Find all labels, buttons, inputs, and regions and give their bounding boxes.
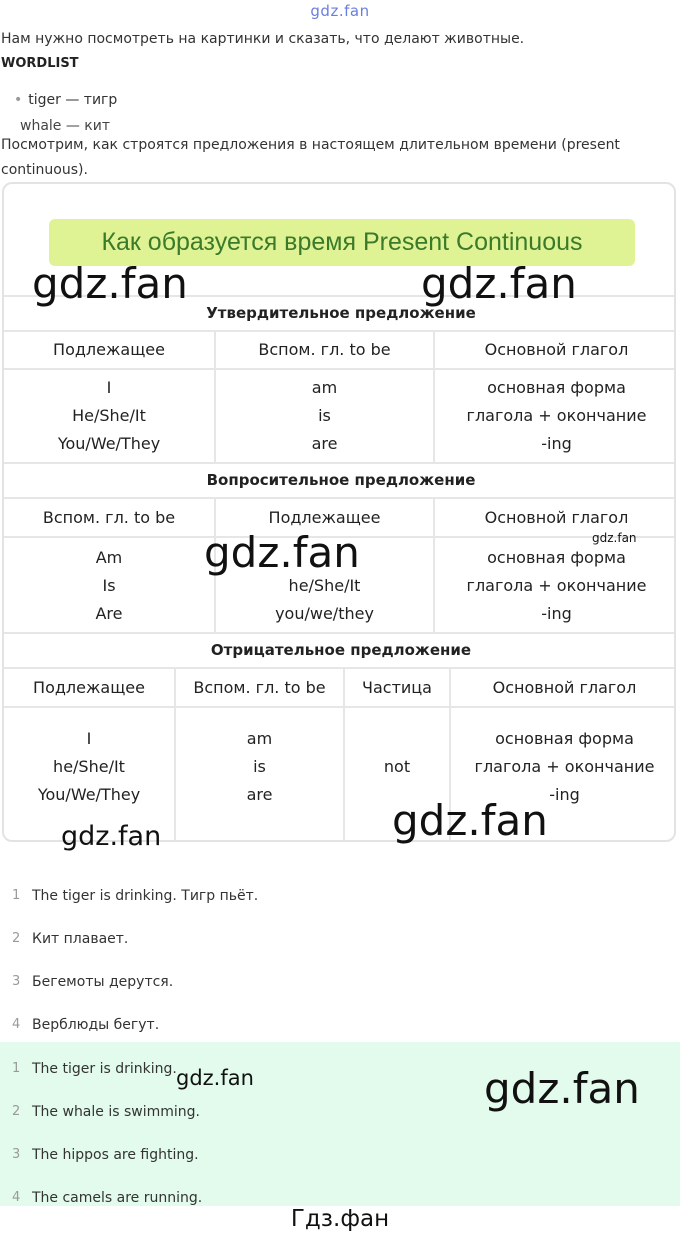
watermark: gdz.fan	[176, 1066, 254, 1090]
section-title-question: Вопросительное предложение	[206, 471, 476, 489]
wordlist	[14, 92, 117, 116]
bullet-icon: •	[14, 92, 23, 108]
table-cell: am is are	[311, 378, 338, 453]
divider	[4, 706, 676, 708]
watermark: gdz.fan	[592, 531, 637, 545]
list-item: 1 The tiger is drinking.	[12, 1061, 177, 1077]
footer-watermark: Гдз.фан	[290, 1206, 390, 1232]
divider	[4, 497, 676, 499]
table-cell: I he/She/It You/We/They	[37, 729, 141, 804]
watermark: gdz.fan	[421, 259, 577, 308]
word-text: tiger — тигр	[28, 92, 118, 108]
watermark: gdz.fan	[484, 1064, 640, 1113]
column-header: Подлежащее	[33, 678, 145, 697]
section-title-negative: Отрицательное предложение	[210, 641, 472, 659]
divider	[4, 632, 676, 634]
section-title-affirmative: Утвердительное предложение	[206, 304, 476, 322]
list-item: 2 Кит плавает.	[12, 931, 129, 947]
table-cell: am is are	[246, 729, 273, 804]
description-text: Посмотрим, как строятся предложения в настоящем длительном времени (present continuous).	[1, 133, 671, 183]
column-header: Основной глагол	[484, 508, 629, 527]
divider	[4, 368, 676, 370]
column-header: Вспом. гл. to be	[193, 678, 326, 697]
list-item: 4 The camels are running.	[12, 1190, 203, 1206]
list-item: 2 The whale is swimming.	[12, 1104, 200, 1120]
table-cell: he/She/It you/we/they	[275, 576, 374, 623]
list-item-clipped	[14, 118, 110, 131]
table-cell: I He/She/It You/We/They	[57, 378, 161, 453]
list-item	[14, 92, 117, 116]
column-header: Подлежащее	[268, 508, 381, 527]
list-item: 3 The hippos are fighting.	[12, 1147, 199, 1163]
watermark: gdz.fan	[204, 528, 360, 577]
column-header: Частица	[362, 678, 432, 697]
divider	[4, 667, 676, 669]
table-cell: Am Is Are	[95, 548, 123, 623]
list-item: 4 Верблюды бегут.	[12, 1017, 160, 1033]
divider	[4, 330, 676, 332]
table-cell: not	[383, 757, 411, 776]
table-cell: основная форма глагола + окончание -ing	[466, 378, 647, 453]
watermark: gdz.fan	[32, 259, 188, 308]
word-text: whale — кит	[20, 118, 111, 131]
column-header: Основной глагол	[492, 678, 637, 697]
column-header: Подлежащее	[53, 340, 165, 359]
list-item: 3 Бегемоты дерутся.	[12, 974, 174, 990]
intro-text: Нам нужно посмотреть на картинки и сказать, что делают животные.	[1, 31, 525, 47]
table-cell: основная форма глагола + окончание -ing	[474, 729, 655, 804]
watermark: gdz.fan	[392, 796, 548, 845]
column-header: Вспом. гл. to be	[258, 340, 391, 359]
watermark-top: gdz.fan	[310, 2, 370, 20]
list-item: 1 The tiger is drinking. Тигр пьёт.	[12, 888, 259, 904]
table-cell: основная форма глагола + окончание -ing	[466, 548, 647, 623]
watermark: gdz.fan	[61, 821, 162, 852]
column-header: Вспом. гл. to be	[42, 508, 176, 527]
column-header: Основной глагол	[484, 340, 629, 359]
wordlist-title: WORDLIST	[1, 56, 79, 71]
card-title: Как образуется время Present Continuous	[49, 219, 635, 266]
divider	[4, 462, 676, 464]
